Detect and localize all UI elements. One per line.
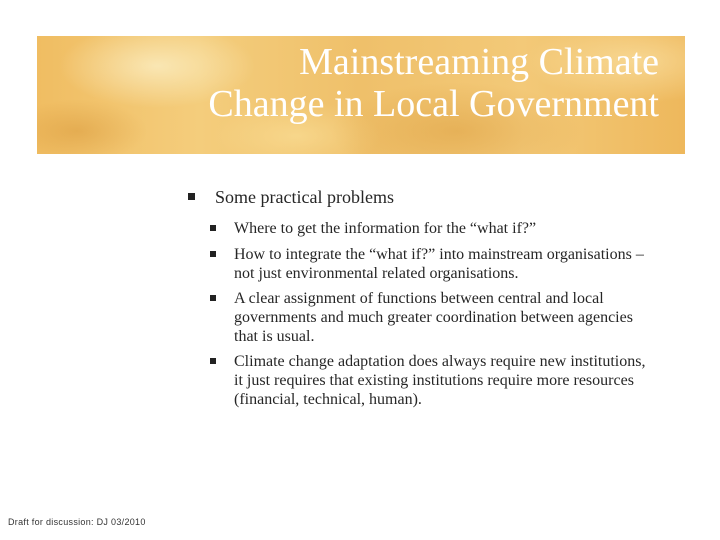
slide-content <box>186 186 656 409</box>
square-bullet-icon <box>210 251 216 257</box>
sub-bullet-item <box>186 289 656 346</box>
main-bullet-item <box>186 186 656 208</box>
slide-title-line-2: Change in Local Government <box>208 83 659 125</box>
main-bullet-text: Some practical problems <box>215 187 394 207</box>
sub-bullet-text: How to integrate the “what if?” into mainstream organisations – not just environmental related organisations. <box>234 246 644 282</box>
sub-bullet-item <box>186 352 656 409</box>
slide-title-line-1: Mainstreaming Climate <box>299 41 659 83</box>
slide-title <box>59 41 659 125</box>
square-bullet-icon <box>210 358 216 364</box>
sub-bullet-list <box>186 219 656 409</box>
square-bullet-icon <box>188 193 195 200</box>
sub-bullet-text: A clear assignment of functions between central and local governments and much greater coordination between agencies that is usual. <box>234 290 633 345</box>
sub-bullet-text: Climate change adaptation does always require new institutions, it just requires that existing institutions require more resources (financial, technical, human). <box>234 353 646 408</box>
sub-bullet-item <box>186 245 656 283</box>
footer-note: Draft for discussion: DJ 03/2010 <box>8 517 146 527</box>
title-banner <box>37 36 685 154</box>
square-bullet-icon <box>210 225 216 231</box>
sub-bullet-text: Where to get the information for the “what if?” <box>234 220 537 237</box>
square-bullet-icon <box>210 295 216 301</box>
sub-bullet-item <box>186 219 656 238</box>
